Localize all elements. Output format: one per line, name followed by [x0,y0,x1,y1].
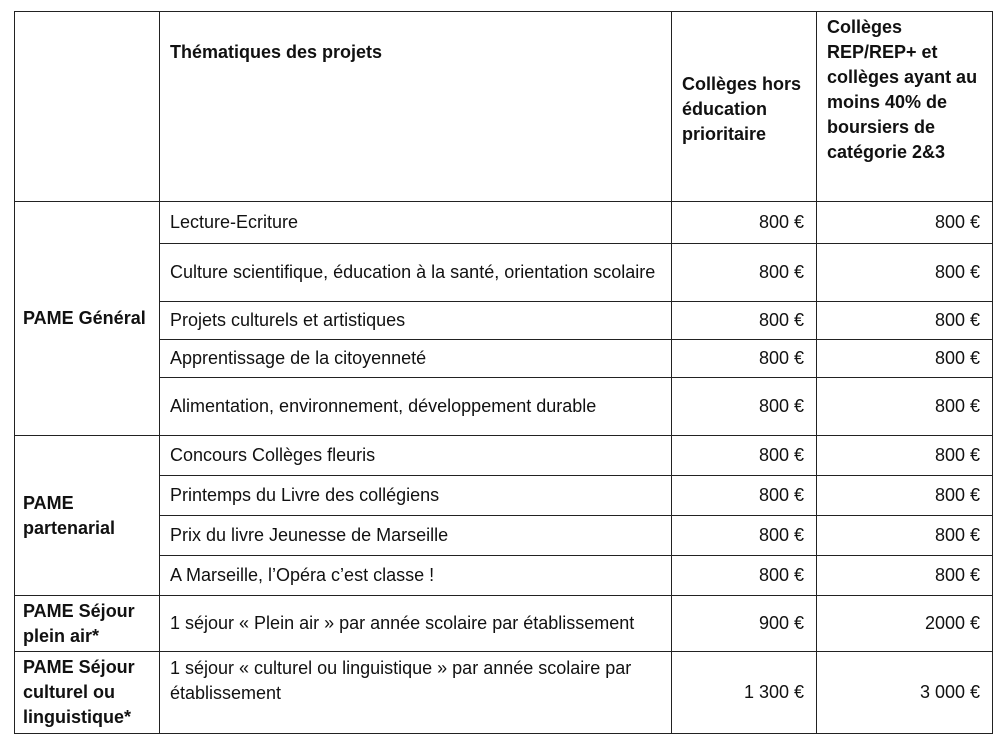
amount-rep: 800 € [817,378,993,436]
amount-hors-ep: 900 € [672,596,817,652]
theme-cell: Alimentation, environnement, développement durable [160,378,672,436]
theme-cell: A Marseille, l’Opéra c’est classe ! [160,556,672,596]
amount-rep: 800 € [817,202,993,244]
table-row [15,596,993,652]
theme-cell: Lecture-Ecriture [160,202,672,244]
amount-hors-ep: 800 € [672,244,817,302]
table-row [15,652,993,734]
table-row [15,476,993,516]
amount-rep: 800 € [817,556,993,596]
theme-cell: Apprentissage de la citoyenneté [160,340,672,378]
table-row [15,244,993,302]
amount-hors-ep: 800 € [672,556,817,596]
amount-rep: 2000 € [817,596,993,652]
theme-cell: 1 séjour « culturel ou linguistique » par année scolaire par établissement [160,652,672,734]
theme-cell: Projets culturels et artistiques [160,302,672,340]
amount-hors-ep: 800 € [672,340,817,378]
category-pame-partenarial: PAME partenarial [15,436,160,596]
table-row [15,436,993,476]
amount-hors-ep: 800 € [672,302,817,340]
amount-rep: 800 € [817,516,993,556]
amount-rep: 800 € [817,244,993,302]
header-hors-education-prioritaire: Collèges hors éducation prioritaire [672,12,817,202]
category-sejour-culturel: PAME Séjour culturel ou linguistique* [15,652,160,734]
amount-hors-ep: 800 € [672,476,817,516]
theme-cell: Culture scientifique, éducation à la santé, orientation scolaire [160,244,672,302]
theme-cell: Printemps du Livre des collégiens [160,476,672,516]
header-row [15,12,993,202]
category-pame-general: PAME Général [15,202,160,436]
header-empty-cell [15,12,160,202]
amount-rep: 3 000 € [817,652,993,734]
header-rep-boursiers: Collèges REP/REP+ et collèges ayant au moins 40% de boursiers de catégorie 2&3 [817,12,993,202]
amount-rep: 800 € [817,302,993,340]
amount-hors-ep: 800 € [672,202,817,244]
amount-rep: 800 € [817,436,993,476]
table-row [15,378,993,436]
category-sejour-plein-air: PAME Séjour plein air* [15,596,160,652]
table-row [15,340,993,378]
header-theme: Thématiques des projets [160,12,672,202]
amount-hors-ep: 800 € [672,516,817,556]
table-row [15,556,993,596]
amount-rep: 800 € [817,476,993,516]
amount-hors-ep: 800 € [672,436,817,476]
table-row [15,516,993,556]
amount-rep: 800 € [817,340,993,378]
theme-cell: 1 séjour « Plein air » par année scolaire par établissement [160,596,672,652]
amount-hors-ep: 1 300 € [672,652,817,734]
funding-table [14,11,993,734]
table-row [15,202,993,244]
table-row [15,302,993,340]
theme-cell: Prix du livre Jeunesse de Marseille [160,516,672,556]
theme-cell: Concours Collèges fleuris [160,436,672,476]
amount-hors-ep: 800 € [672,378,817,436]
